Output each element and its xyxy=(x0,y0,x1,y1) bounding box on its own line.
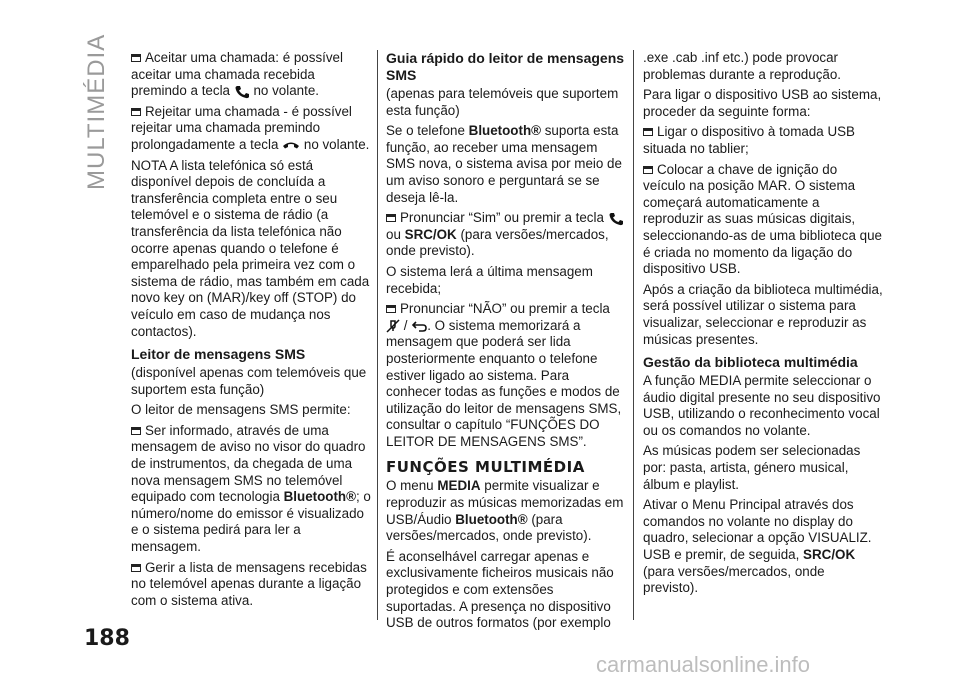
bullet-icon xyxy=(386,214,396,222)
format-warning: .exe .cab .inf etc.) pode provocar problemas durante a reprodução. xyxy=(643,50,842,82)
guide-availability: (apenas para telemóveis que suportem esta função) xyxy=(386,86,619,118)
sms-availability: (disponível apenas com telemóveis que suportem esta função) xyxy=(131,365,367,397)
bullet-ignition: Colocar a chave de ignição do veículo na posição MAR. O sistema começará automaticamente a reproduzir as suas músicas digitais, seleccionando-as de uma biblioteca que é criada no momento da ligação do dispositivo USB. xyxy=(643,161,882,277)
section-side-title: MULTIMÉDIA xyxy=(83,33,110,190)
column-1 xyxy=(131,50,371,613)
bullet-accept-call: Aceitar uma chamada: é possível aceitar uma chamada recebida premindo a tecla no volante. xyxy=(131,50,343,99)
library-created: Após a criação da biblioteca multimédia, será possível utilizar o sistema para visualizar, seleccionar e reproduzir as músicas presentes. xyxy=(643,281,883,347)
phone-answer-icon xyxy=(234,85,250,99)
bullet-icon xyxy=(131,564,141,572)
file-advice: É aconselhável carregar apenas e exclusivamente ficheiros musicais não protegidos e com extensões suportadas. A presença no dispositivo USB de outros formatos (por exemplo xyxy=(386,548,614,631)
heading-sms-quick-guide: Guia rápido do leitor de mensagens SMS xyxy=(386,50,625,83)
usb-connect-intro: Para ligar o dispositivo USB ao sistema, proceder da seguinte forma: xyxy=(643,87,882,119)
phonebook-note: NOTA A lista telefónica só está disponível depois de concluída a transferência completa entre o seu telemóvel e o sistema de rádio (a transferência da lista telefónica não ocorre apenas quando o telefone é emparelhado pela primeira vez com o sistema de rádio, mas também em cada novo key on (MAR)/key off (STOP) do veículo em caso de mudança nos contactos). xyxy=(131,157,370,339)
media-function-desc: A função MEDIA permite seleccionar o áudio digital presente no seu dispositivo USB, utilizando o reconhecimento vocal ou os comandos no volante. xyxy=(643,373,881,438)
bullet-say-yes: Pronunciar “Sim” ou premir a tecla ou SRC/OK (para versões/mercados, onde previsto). xyxy=(386,210,626,260)
bullet-reject-call: Rejeitar uma chamada - é possível rejeitar uma chamada premindo prolongadamente a tecla no volante. xyxy=(131,103,370,152)
heading-library-management: Gestão da biblioteca multimédia xyxy=(643,354,858,371)
bullet-usb-plug: Ligar o dispositivo à tomada USB situada no tablier; xyxy=(643,124,855,156)
heading-sms-reader: Leitor de mensagens SMS xyxy=(131,346,306,363)
activate-menu: Ativar o Menu Principal através dos comandos no volante no display do quadro, selecionar a opção VISUALIZ. USB e premir, de seguida, SRC/OK (para versões/mercados, onde previsto). xyxy=(643,497,872,596)
phone-answer-icon xyxy=(608,212,624,226)
page-number: 188 xyxy=(84,626,130,651)
column-divider xyxy=(377,50,378,620)
bullet-say-no: Pronunciar “NÃO” ou premir a tecla / . O sistema memorizará a mensagem que poderá ser lida posteriormente enquanto o telefone estiver ligado ao sistema. Para conhecer todas as funções e modos de utilização do leitor de mensagens SMS, consultar o capítulo “FUNÇÕES DO LEITOR DE MENSAGENS SMS”. xyxy=(386,301,622,449)
bullet-icon xyxy=(643,166,653,174)
phone-hangup-icon xyxy=(282,140,300,150)
guide-intro: Se o telefone Bluetooth® suporta esta função, ao receber uma mensagem SMS nova, o sistema avisa por meio de um aviso sonoro e perguntará se se deseja lê-la. xyxy=(386,123,622,205)
back-arrow-icon xyxy=(411,320,427,332)
watermark-url: carmanualsonline.info xyxy=(596,652,811,677)
bullet-icon xyxy=(386,305,396,313)
heading-multimedia-functions: FUNÇÕES MULTIMÉDIA xyxy=(386,458,585,477)
column-divider xyxy=(633,50,634,620)
column-2 xyxy=(386,50,626,636)
bullet-sms-notify: Ser informado, através de uma mensagem de aviso no visor do quadro de instrumentos, da chegada de uma nova mensagem SMS no telemóvel equipado com tecnologia Bluetooth®; o número/nome do emissor é visualizado e o sistema pedirá para ler a mensagem. xyxy=(131,422,371,555)
column-3 xyxy=(643,50,883,601)
bullet-icon xyxy=(131,54,141,62)
bullet-sms-manage: Gerir a lista de mensagens recebidas no telemóvel apenas durante a ligação com o sistema ativa. xyxy=(131,559,367,608)
bullet-icon xyxy=(643,128,653,136)
last-message-read: O sistema lerá a última mensagem recebida; xyxy=(386,263,593,296)
bullet-icon xyxy=(131,427,141,435)
bullet-icon xyxy=(131,108,141,116)
selection-criteria: As músicas podem ser selecionadas por: pasta, artista, género musical, álbum e playlist. xyxy=(643,443,861,492)
mute-microphone-icon xyxy=(386,319,400,333)
sms-permits: O leitor de mensagens SMS permite: xyxy=(131,402,351,418)
media-menu-intro: O menu MEDIA permite visualizar e reproduzir as músicas memorizadas em USB/Áudio Bluetooth® (para versões/mercados, onde previsto). xyxy=(386,478,624,544)
